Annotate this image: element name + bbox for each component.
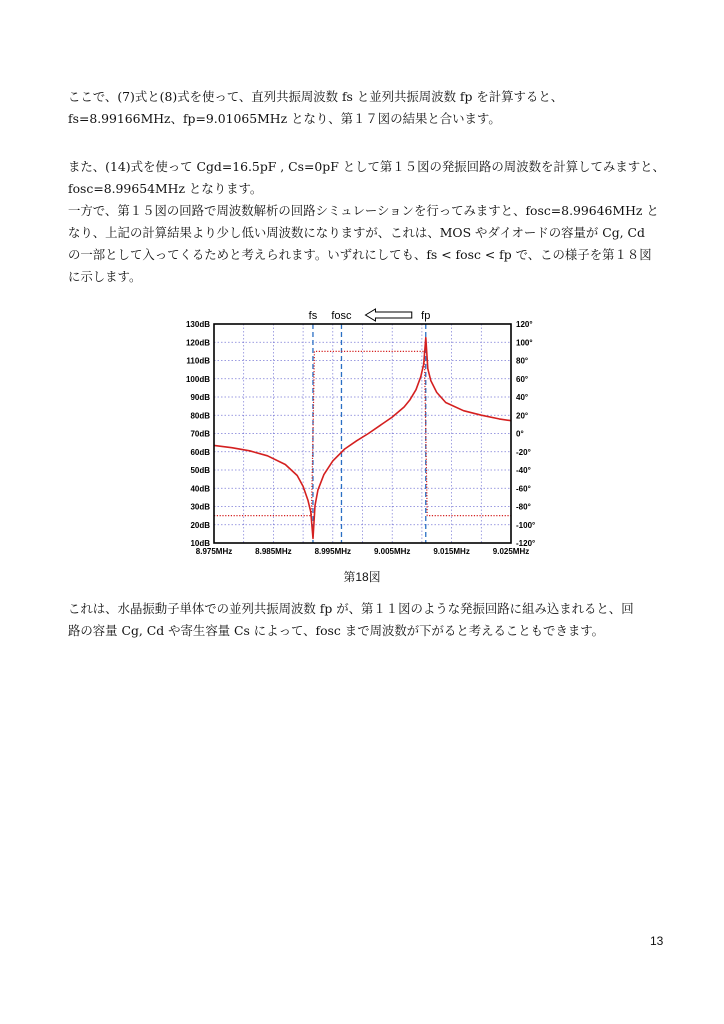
chart-series xyxy=(214,338,511,539)
y-right-tick-label: 0° xyxy=(516,429,524,439)
y-right-tick-label: -20° xyxy=(516,447,531,457)
x-tick-label: 9.005MHz xyxy=(373,547,411,556)
paragraph-3 xyxy=(68,598,668,642)
shift-arrow xyxy=(365,309,411,321)
y-left-tick-label: 20dB xyxy=(190,520,210,530)
y-right-tick-label: 40° xyxy=(516,393,529,402)
y-right-tick-label: 20° xyxy=(516,411,529,421)
text-line: fs=8.99166MHz、fp=9.01065MHz となり、第１７図の結果と合います。 xyxy=(68,111,501,126)
y-left-tick-label: 80dB xyxy=(190,411,210,421)
x-tick-label: 9.015MHz xyxy=(433,547,470,556)
text-line: ここで、(7)式と(8)式を使って、直列共振周波数 fs と並列共振周波数 fp を計算すると、 xyxy=(68,89,564,104)
figure-caption: 第18図 xyxy=(343,570,381,584)
text-line: fosc=8.99654MHz となります。 xyxy=(68,181,263,196)
page-number: 13 xyxy=(650,934,664,948)
y-right-tick-label: 120° xyxy=(516,320,533,329)
text-line: に示します。 xyxy=(68,269,142,284)
text-line: の一部として入ってくるためと考えられます。いずれにしても、fs < fosc < fp で、この様子を第１８図 xyxy=(68,247,652,262)
y-left-tick-label: 110dB xyxy=(186,356,210,366)
chart-grid xyxy=(214,324,511,543)
y-left-tick-label: 120dB xyxy=(185,338,210,348)
y-right-tick-label: -60° xyxy=(516,484,531,494)
left-axis-labels xyxy=(186,320,210,548)
y-right-tick-label: -100° xyxy=(516,520,536,530)
x-tick-label: 8.975MHz xyxy=(195,547,233,556)
text-line: これは、水晶振動子単体での並列共振周波数 fp が、第１１図のような発振回路に組み込まれると、回 xyxy=(68,601,634,616)
right-axis-labels xyxy=(516,320,535,548)
y-left-tick-label: 60dB xyxy=(190,447,210,457)
text-line: なり、上記の計算結果より少し低い周波数になりますが、これは、MOS やダイオードの容量が Cg, Cd xyxy=(68,225,645,240)
x-tick-label: 8.995MHz xyxy=(314,547,352,556)
text-line: 一方で、第１５図の回路で周波数解析の回路シミュレーションを行ってみますと、fosc=8.99646MHz と xyxy=(68,203,659,218)
shift-arrow-shape xyxy=(365,309,411,321)
y-left-tick-label: 30dB xyxy=(190,502,210,512)
x-tick-label: 8.985MHz xyxy=(255,547,292,556)
y-right-tick-label: -80° xyxy=(516,502,531,512)
y-left-tick-label: 10dB xyxy=(190,539,210,548)
marker-label-fs: fs xyxy=(308,310,318,322)
y-left-tick-label: 100dB xyxy=(185,374,210,384)
marker-label-fosc: fosc xyxy=(331,310,352,322)
y-right-tick-label: -40° xyxy=(516,466,531,475)
figure-18-chart xyxy=(170,302,540,564)
y-right-tick-label: 60° xyxy=(516,374,529,384)
y-left-tick-label: 50dB xyxy=(190,466,210,475)
paragraph-1 xyxy=(68,86,668,130)
y-right-tick-label: 80° xyxy=(516,356,529,366)
y-left-tick-label: 90dB xyxy=(190,393,210,402)
text-line: 路の容量 Cg, Cd や寄生容量 Cs によって、fosc まで周波数が下がると考えることもできます。 xyxy=(68,623,605,638)
y-left-tick-label: 70dB xyxy=(190,429,210,439)
series-magnitude xyxy=(214,338,511,539)
text-line: また、(14)式を使って Cgd=16.5pF , Cs=0pF として第１５図の発振回路の周波数を計算してみますと、 xyxy=(68,159,665,174)
x-axis-labels xyxy=(196,547,529,556)
y-right-tick-label: -120° xyxy=(516,539,536,548)
y-left-tick-label: 130dB xyxy=(185,320,210,329)
paragraph-2 xyxy=(68,156,668,288)
y-right-tick-label: 100° xyxy=(516,338,533,348)
y-left-tick-label: 40dB xyxy=(190,484,210,494)
marker-label-fp: fp xyxy=(421,310,431,322)
x-tick-label: 9.025MHz xyxy=(492,547,530,556)
